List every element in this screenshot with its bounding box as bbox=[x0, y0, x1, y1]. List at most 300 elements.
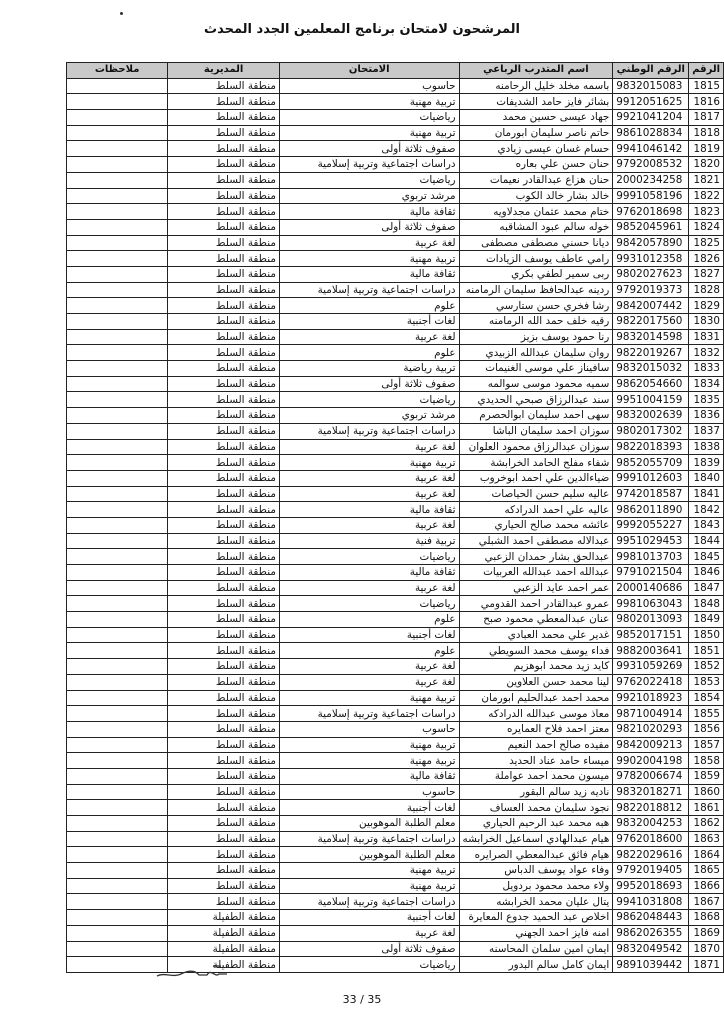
cell-national-id: 9931012358 bbox=[613, 251, 689, 267]
cell-notes bbox=[67, 298, 168, 314]
cell-notes bbox=[67, 172, 168, 188]
cell-directorate: منطقة السلط bbox=[168, 78, 280, 94]
table-row bbox=[67, 219, 724, 235]
cell-national-id: 2000140686 bbox=[613, 580, 689, 596]
cell-directorate: منطقة السلط bbox=[168, 831, 280, 847]
table-row bbox=[67, 94, 724, 110]
cell-national-id: 9791021504 bbox=[613, 565, 689, 581]
cell-name: اخلاص عبد الحميد جدوع المعايرة bbox=[459, 910, 613, 926]
table-row bbox=[67, 737, 724, 753]
cell-no: 1845 bbox=[689, 549, 724, 565]
cell-national-id: 9792019405 bbox=[613, 863, 689, 879]
cell-national-id: 9762018600 bbox=[613, 831, 689, 847]
cell-name: وفاء عواد يوسف الدباس bbox=[459, 863, 613, 879]
cell-name: ردينه عبدالحافظ سليمان الرمامنه bbox=[459, 282, 613, 298]
cell-exam: تربية مهنية bbox=[279, 94, 459, 110]
cell-notes bbox=[67, 925, 168, 941]
cell-name: ايمان امين سلمان المحاسنه bbox=[459, 941, 613, 957]
cell-no: 1848 bbox=[689, 596, 724, 612]
cell-exam: لغة عربية bbox=[279, 235, 459, 251]
cell-no: 1826 bbox=[689, 251, 724, 267]
cell-directorate: منطقة السلط bbox=[168, 204, 280, 220]
cell-directorate: منطقة الطفيلة bbox=[168, 941, 280, 957]
cell-national-id: 9952018693 bbox=[613, 878, 689, 894]
cell-no: 1868 bbox=[689, 910, 724, 926]
table-row bbox=[67, 423, 724, 439]
table-row bbox=[67, 706, 724, 722]
cell-exam: لغة عربية bbox=[279, 470, 459, 486]
table-row bbox=[67, 439, 724, 455]
cell-no: 1862 bbox=[689, 816, 724, 832]
table-row bbox=[67, 580, 724, 596]
cell-directorate: منطقة السلط bbox=[168, 376, 280, 392]
cell-name: روان سليمان عبدالله الزبيدي bbox=[459, 345, 613, 361]
cell-notes bbox=[67, 439, 168, 455]
cell-directorate: منطقة السلط bbox=[168, 737, 280, 753]
cell-name: امنه فايز احمد الجهني bbox=[459, 925, 613, 941]
cell-exam: علوم bbox=[279, 298, 459, 314]
cell-no: 1835 bbox=[689, 392, 724, 408]
cell-name: حنان هزاع عبدالقادر نعيمات bbox=[459, 172, 613, 188]
cell-exam: تربية رياضية bbox=[279, 361, 459, 377]
table-row bbox=[67, 486, 724, 502]
cell-exam: رياضيات bbox=[279, 392, 459, 408]
cell-national-id: 9941046142 bbox=[613, 141, 689, 157]
cell-notes bbox=[67, 768, 168, 784]
cell-notes bbox=[67, 831, 168, 847]
cell-name: هبه محمد عبد الرحيم الحياري bbox=[459, 816, 613, 832]
cell-notes bbox=[67, 816, 168, 832]
table-row bbox=[67, 110, 724, 126]
cell-directorate: منطقة السلط bbox=[168, 423, 280, 439]
table-row bbox=[67, 125, 724, 141]
cell-name: ولاء محمد محمود بردويل bbox=[459, 878, 613, 894]
cell-exam: مرشد تربوي bbox=[279, 408, 459, 424]
table-row bbox=[67, 643, 724, 659]
cell-directorate: منطقة السلط bbox=[168, 282, 280, 298]
cell-notes bbox=[67, 690, 168, 706]
cell-notes bbox=[67, 894, 168, 910]
cell-exam: معلم الطلبة الموهوبين bbox=[279, 816, 459, 832]
cell-notes bbox=[67, 204, 168, 220]
cell-directorate: منطقة السلط bbox=[168, 502, 280, 518]
cell-national-id: 9891039442 bbox=[613, 957, 689, 973]
cell-no: 1861 bbox=[689, 800, 724, 816]
cell-directorate: منطقة السلط bbox=[168, 329, 280, 345]
cell-exam: علوم bbox=[279, 643, 459, 659]
cell-notes bbox=[67, 580, 168, 596]
cell-notes bbox=[67, 392, 168, 408]
cell-directorate: منطقة الطفيلة bbox=[168, 910, 280, 926]
cell-exam: لغة عربية bbox=[279, 439, 459, 455]
cell-directorate: منطقة السلط bbox=[168, 863, 280, 879]
cell-name: جهاد عيسى حسين محمد bbox=[459, 110, 613, 126]
cell-exam: لغة عربية bbox=[279, 517, 459, 533]
page-number: 33 / 35 bbox=[342, 993, 382, 1006]
cell-directorate: منطقة السلط bbox=[168, 643, 280, 659]
cell-directorate: منطقة السلط bbox=[168, 549, 280, 565]
cell-exam: تربية مهنية bbox=[279, 863, 459, 879]
cell-exam: رياضيات bbox=[279, 172, 459, 188]
cell-no: 1825 bbox=[689, 235, 724, 251]
cell-name: ميسون محمد احمد عواملة bbox=[459, 768, 613, 784]
cell-national-id: 9852017151 bbox=[613, 627, 689, 643]
cell-no: 1871 bbox=[689, 957, 724, 973]
cell-name: سوزان احمد سليمان الباشا bbox=[459, 423, 613, 439]
cell-name: رشا فخري حسن ستارسي bbox=[459, 298, 613, 314]
cell-national-id: 9832004253 bbox=[613, 816, 689, 832]
cell-name: يتال عليان محمد الخرابشه bbox=[459, 894, 613, 910]
cell-notes bbox=[67, 502, 168, 518]
cell-national-id: 9882003641 bbox=[613, 643, 689, 659]
cell-name: عبدالحق بشار حمدان الزعبي bbox=[459, 549, 613, 565]
candidates-table bbox=[66, 62, 724, 973]
cell-exam: تربية مهنية bbox=[279, 690, 459, 706]
cell-name: عبدالله احمد عبدالله العربيات bbox=[459, 565, 613, 581]
cell-name: عمرو عبدالقادر احمد القدومي bbox=[459, 596, 613, 612]
cell-notes bbox=[67, 266, 168, 282]
cell-no: 1846 bbox=[689, 565, 724, 581]
cell-no: 1850 bbox=[689, 627, 724, 643]
cell-directorate: منطقة السلط bbox=[168, 298, 280, 314]
cell-no: 1838 bbox=[689, 439, 724, 455]
table-row bbox=[67, 533, 724, 549]
table-row bbox=[67, 863, 724, 879]
table-row bbox=[67, 612, 724, 628]
cell-national-id: 9941031808 bbox=[613, 894, 689, 910]
cell-notes bbox=[67, 627, 168, 643]
cell-name: فداء يوسف محمد السويطي bbox=[459, 643, 613, 659]
cell-no: 1829 bbox=[689, 298, 724, 314]
table-row bbox=[67, 517, 724, 533]
cell-notes bbox=[67, 470, 168, 486]
cell-no: 1830 bbox=[689, 314, 724, 330]
cell-exam: صفوف ثلاثة أولى bbox=[279, 141, 459, 157]
header-national-id: الرقم الوطني bbox=[613, 63, 689, 79]
cell-directorate: منطقة السلط bbox=[168, 439, 280, 455]
cell-name: لينا محمد حسن العلاوين bbox=[459, 674, 613, 690]
cell-directorate: منطقة الطفيلة bbox=[168, 925, 280, 941]
table-row bbox=[67, 314, 724, 330]
cell-national-id: 9832015083 bbox=[613, 78, 689, 94]
cell-no: 1843 bbox=[689, 517, 724, 533]
cell-directorate: منطقة السلط bbox=[168, 188, 280, 204]
cell-name: شفاء مفلح الحامد الخرابشة bbox=[459, 455, 613, 471]
cell-notes bbox=[67, 78, 168, 94]
cell-name: رنا حمود يوسف بزيز bbox=[459, 329, 613, 345]
cell-no: 1823 bbox=[689, 204, 724, 220]
cell-name: عاليه سليم حسن الحياصات bbox=[459, 486, 613, 502]
cell-exam: تربية مهنية bbox=[279, 251, 459, 267]
cell-name: سوزان عبدالرزاق محمود العلوان bbox=[459, 439, 613, 455]
cell-name: سافيناز علي موسى الغنيمات bbox=[459, 361, 613, 377]
table-row bbox=[67, 172, 724, 188]
cell-no: 1865 bbox=[689, 863, 724, 879]
cell-no: 1870 bbox=[689, 941, 724, 957]
table-row bbox=[67, 690, 724, 706]
cell-directorate: منطقة السلط bbox=[168, 251, 280, 267]
cell-exam: تربية مهنية bbox=[279, 878, 459, 894]
cell-exam: تربية مهنية bbox=[279, 753, 459, 769]
table-row bbox=[67, 329, 724, 345]
table-row bbox=[67, 392, 724, 408]
cell-national-id: 9991012603 bbox=[613, 470, 689, 486]
cell-no: 1820 bbox=[689, 157, 724, 173]
table-row bbox=[67, 910, 724, 926]
cell-name: ميساء حامد عناد الحديد bbox=[459, 753, 613, 769]
table-row bbox=[67, 659, 724, 675]
cell-national-id: 9762022418 bbox=[613, 674, 689, 690]
cell-directorate: منطقة السلط bbox=[168, 706, 280, 722]
cell-notes bbox=[67, 345, 168, 361]
cell-national-id: 9871004914 bbox=[613, 706, 689, 722]
cell-directorate: منطقة السلط bbox=[168, 800, 280, 816]
table-row bbox=[67, 768, 724, 784]
table-row bbox=[67, 925, 724, 941]
cell-exam: حاسوب bbox=[279, 784, 459, 800]
cell-directorate: منطقة السلط bbox=[168, 110, 280, 126]
cell-directorate: منطقة السلط bbox=[168, 721, 280, 737]
cell-notes bbox=[67, 706, 168, 722]
cell-directorate: منطقة السلط bbox=[168, 894, 280, 910]
cell-name: حسام غسان عيسى زيادي bbox=[459, 141, 613, 157]
cell-exam: حاسوب bbox=[279, 721, 459, 737]
cell-notes bbox=[67, 361, 168, 377]
cell-exam: معلم الطلبة الموهوبين bbox=[279, 847, 459, 863]
table-row bbox=[67, 204, 724, 220]
cell-name: مفيده صالح احمد النعيم bbox=[459, 737, 613, 753]
cell-no: 1856 bbox=[689, 721, 724, 737]
cell-directorate: منطقة السلط bbox=[168, 659, 280, 675]
cell-national-id: 9862054660 bbox=[613, 376, 689, 392]
cell-name: عنان عبدالمعطي محمود صبح bbox=[459, 612, 613, 628]
cell-directorate: منطقة السلط bbox=[168, 94, 280, 110]
cell-national-id: 9981013703 bbox=[613, 549, 689, 565]
cell-directorate: منطقة السلط bbox=[168, 596, 280, 612]
table-row bbox=[67, 376, 724, 392]
cell-national-id: 9802013093 bbox=[613, 612, 689, 628]
cell-exam: لغات أجنبية bbox=[279, 627, 459, 643]
cell-directorate: منطقة السلط bbox=[168, 753, 280, 769]
cell-notes bbox=[67, 110, 168, 126]
cell-exam: صفوف ثلاثة أولى bbox=[279, 219, 459, 235]
cell-national-id: 9842057890 bbox=[613, 235, 689, 251]
cell-exam: لغة عربية bbox=[279, 925, 459, 941]
cell-notes bbox=[67, 125, 168, 141]
cell-notes bbox=[67, 423, 168, 439]
cell-national-id: 9832002639 bbox=[613, 408, 689, 424]
cell-national-id: 9822019267 bbox=[613, 345, 689, 361]
cell-name: محمد احمد عبدالحليم ابورمان bbox=[459, 690, 613, 706]
cell-name: عمر احمد عايد الزعبي bbox=[459, 580, 613, 596]
table-row bbox=[67, 470, 724, 486]
cell-no: 1817 bbox=[689, 110, 724, 126]
cell-no: 1867 bbox=[689, 894, 724, 910]
cell-exam: دراسات اجتماعية وتربية إسلامية bbox=[279, 894, 459, 910]
cell-no: 1822 bbox=[689, 188, 724, 204]
cell-name: ديانا حسني مصطفى مصطفى bbox=[459, 235, 613, 251]
cell-exam: لغات أجنبية bbox=[279, 314, 459, 330]
cell-name: حاتم ناصر سليمان ابورمان bbox=[459, 125, 613, 141]
table-row bbox=[67, 627, 724, 643]
cell-national-id: 9991058196 bbox=[613, 188, 689, 204]
cell-notes bbox=[67, 910, 168, 926]
cell-name: بشائر فايز حامد الشديفات bbox=[459, 94, 613, 110]
cell-name: باسمه مخلد خليل الرحامنه bbox=[459, 78, 613, 94]
cell-exam: صفوف ثلاثة أولى bbox=[279, 376, 459, 392]
cell-national-id: 9981063043 bbox=[613, 596, 689, 612]
cell-directorate: منطقة السلط bbox=[168, 235, 280, 251]
header-directorate: المديرية bbox=[168, 63, 280, 79]
cell-notes bbox=[67, 282, 168, 298]
table-body bbox=[67, 78, 724, 972]
cell-no: 1860 bbox=[689, 784, 724, 800]
cell-notes bbox=[67, 565, 168, 581]
cell-directorate: منطقة السلط bbox=[168, 690, 280, 706]
cell-notes bbox=[67, 533, 168, 549]
cell-notes bbox=[67, 486, 168, 502]
cell-national-id: 9852055709 bbox=[613, 455, 689, 471]
table-row bbox=[67, 816, 724, 832]
cell-national-id: 9852045961 bbox=[613, 219, 689, 235]
page-title: المرشحون لامتحان برنامج المعلمين الجدد المحدث bbox=[204, 22, 520, 37]
cell-notes bbox=[67, 94, 168, 110]
cell-name: ختام محمد عثمان مجدلاويه bbox=[459, 204, 613, 220]
cell-no: 1837 bbox=[689, 423, 724, 439]
cell-name: خالد بشار خالد الكوب bbox=[459, 188, 613, 204]
cell-notes bbox=[67, 517, 168, 533]
cell-no: 1824 bbox=[689, 219, 724, 235]
cell-notes bbox=[67, 753, 168, 769]
cell-directorate: منطقة السلط bbox=[168, 565, 280, 581]
table-row bbox=[67, 847, 724, 863]
cell-national-id: 9802027623 bbox=[613, 266, 689, 282]
table-row bbox=[67, 266, 724, 282]
cell-national-id: 9912051625 bbox=[613, 94, 689, 110]
cell-exam: لغة عربية bbox=[279, 580, 459, 596]
cell-national-id: 9861028834 bbox=[613, 125, 689, 141]
cell-directorate: منطقة السلط bbox=[168, 816, 280, 832]
cell-notes bbox=[67, 863, 168, 879]
header-no: الرقم bbox=[689, 63, 724, 79]
cell-national-id: 9832049542 bbox=[613, 941, 689, 957]
handwritten-signature bbox=[155, 962, 235, 988]
cell-no: 1844 bbox=[689, 533, 724, 549]
cell-notes bbox=[67, 141, 168, 157]
cell-national-id: 9821020293 bbox=[613, 721, 689, 737]
cell-national-id: 9762018698 bbox=[613, 204, 689, 220]
cell-notes bbox=[67, 251, 168, 267]
cell-directorate: منطقة الطفيلة bbox=[168, 957, 280, 973]
cell-name: رامي عاطف يوسف الزيادات bbox=[459, 251, 613, 267]
table-row bbox=[67, 674, 724, 690]
table-row bbox=[67, 549, 724, 565]
cell-directorate: منطقة السلط bbox=[168, 470, 280, 486]
cell-notes bbox=[67, 408, 168, 424]
cell-notes bbox=[67, 878, 168, 894]
cell-notes bbox=[67, 737, 168, 753]
cell-exam: دراسات اجتماعية وتربية إسلامية bbox=[279, 706, 459, 722]
candidates-table-wrapper bbox=[66, 62, 724, 973]
cell-no: 1836 bbox=[689, 408, 724, 424]
cell-directorate: منطقة السلط bbox=[168, 125, 280, 141]
table-row bbox=[67, 878, 724, 894]
cell-directorate: منطقة السلط bbox=[168, 172, 280, 188]
cell-exam: ثقافة مالية bbox=[279, 204, 459, 220]
table-row bbox=[67, 800, 724, 816]
cell-notes bbox=[67, 376, 168, 392]
cell-name: كايد زيد محمد ابوهزيم bbox=[459, 659, 613, 675]
cell-name: سند عبدالرزاق صبحي الحديدي bbox=[459, 392, 613, 408]
cell-no: 1821 bbox=[689, 172, 724, 188]
cell-exam: تربية فنية bbox=[279, 533, 459, 549]
cell-no: 1854 bbox=[689, 690, 724, 706]
cell-exam: ثقافة مالية bbox=[279, 768, 459, 784]
cell-national-id: 9951029453 bbox=[613, 533, 689, 549]
cell-national-id: 9992055227 bbox=[613, 517, 689, 533]
cell-exam: علوم bbox=[279, 345, 459, 361]
cell-notes bbox=[67, 612, 168, 628]
cell-name: غدير علي محمد العبادي bbox=[459, 627, 613, 643]
cell-exam: تربية مهنية bbox=[279, 455, 459, 471]
cell-no: 1842 bbox=[689, 502, 724, 518]
cell-notes bbox=[67, 596, 168, 612]
table-row bbox=[67, 565, 724, 581]
cell-name: ايمان كامل سالم البدور bbox=[459, 957, 613, 973]
cell-directorate: منطقة السلط bbox=[168, 361, 280, 377]
cell-exam: لغة عربية bbox=[279, 674, 459, 690]
cell-national-id: 9842009213 bbox=[613, 737, 689, 753]
cell-no: 1819 bbox=[689, 141, 724, 157]
cell-name: ربى سمير لطفي بكري bbox=[459, 266, 613, 282]
cell-name: ناديه زيد سالم البقور bbox=[459, 784, 613, 800]
cell-no: 1869 bbox=[689, 925, 724, 941]
cell-directorate: منطقة السلط bbox=[168, 517, 280, 533]
cell-exam: صفوف ثلاثة أولى bbox=[279, 941, 459, 957]
cell-name: نجود سليمان محمد العساف bbox=[459, 800, 613, 816]
cell-notes bbox=[67, 329, 168, 345]
cell-notes bbox=[67, 643, 168, 659]
cell-national-id: 9832014598 bbox=[613, 329, 689, 345]
table-row bbox=[67, 78, 724, 94]
header-name: اسم المتدرب الرباعي bbox=[459, 63, 613, 79]
table-row bbox=[67, 298, 724, 314]
cell-directorate: منطقة السلط bbox=[168, 266, 280, 282]
cell-no: 1818 bbox=[689, 125, 724, 141]
cell-national-id: 9862026355 bbox=[613, 925, 689, 941]
table-row bbox=[67, 408, 724, 424]
cell-exam: لغة عربية bbox=[279, 329, 459, 345]
cell-notes bbox=[67, 800, 168, 816]
cell-no: 1831 bbox=[689, 329, 724, 345]
cell-notes bbox=[67, 721, 168, 737]
table-row bbox=[67, 188, 724, 204]
cell-national-id: 9842007442 bbox=[613, 298, 689, 314]
cell-national-id: 9792008532 bbox=[613, 157, 689, 173]
cell-no: 1834 bbox=[689, 376, 724, 392]
cell-national-id: 9782006674 bbox=[613, 768, 689, 784]
table-row bbox=[67, 251, 724, 267]
cell-exam: حاسوب bbox=[279, 78, 459, 94]
table-row bbox=[67, 345, 724, 361]
cell-no: 1839 bbox=[689, 455, 724, 471]
cell-national-id: 9822017560 bbox=[613, 314, 689, 330]
cell-exam: رياضيات bbox=[279, 110, 459, 126]
cell-directorate: منطقة السلط bbox=[168, 141, 280, 157]
cell-directorate: منطقة السلط bbox=[168, 847, 280, 863]
table-row bbox=[67, 361, 724, 377]
table-row bbox=[67, 721, 724, 737]
